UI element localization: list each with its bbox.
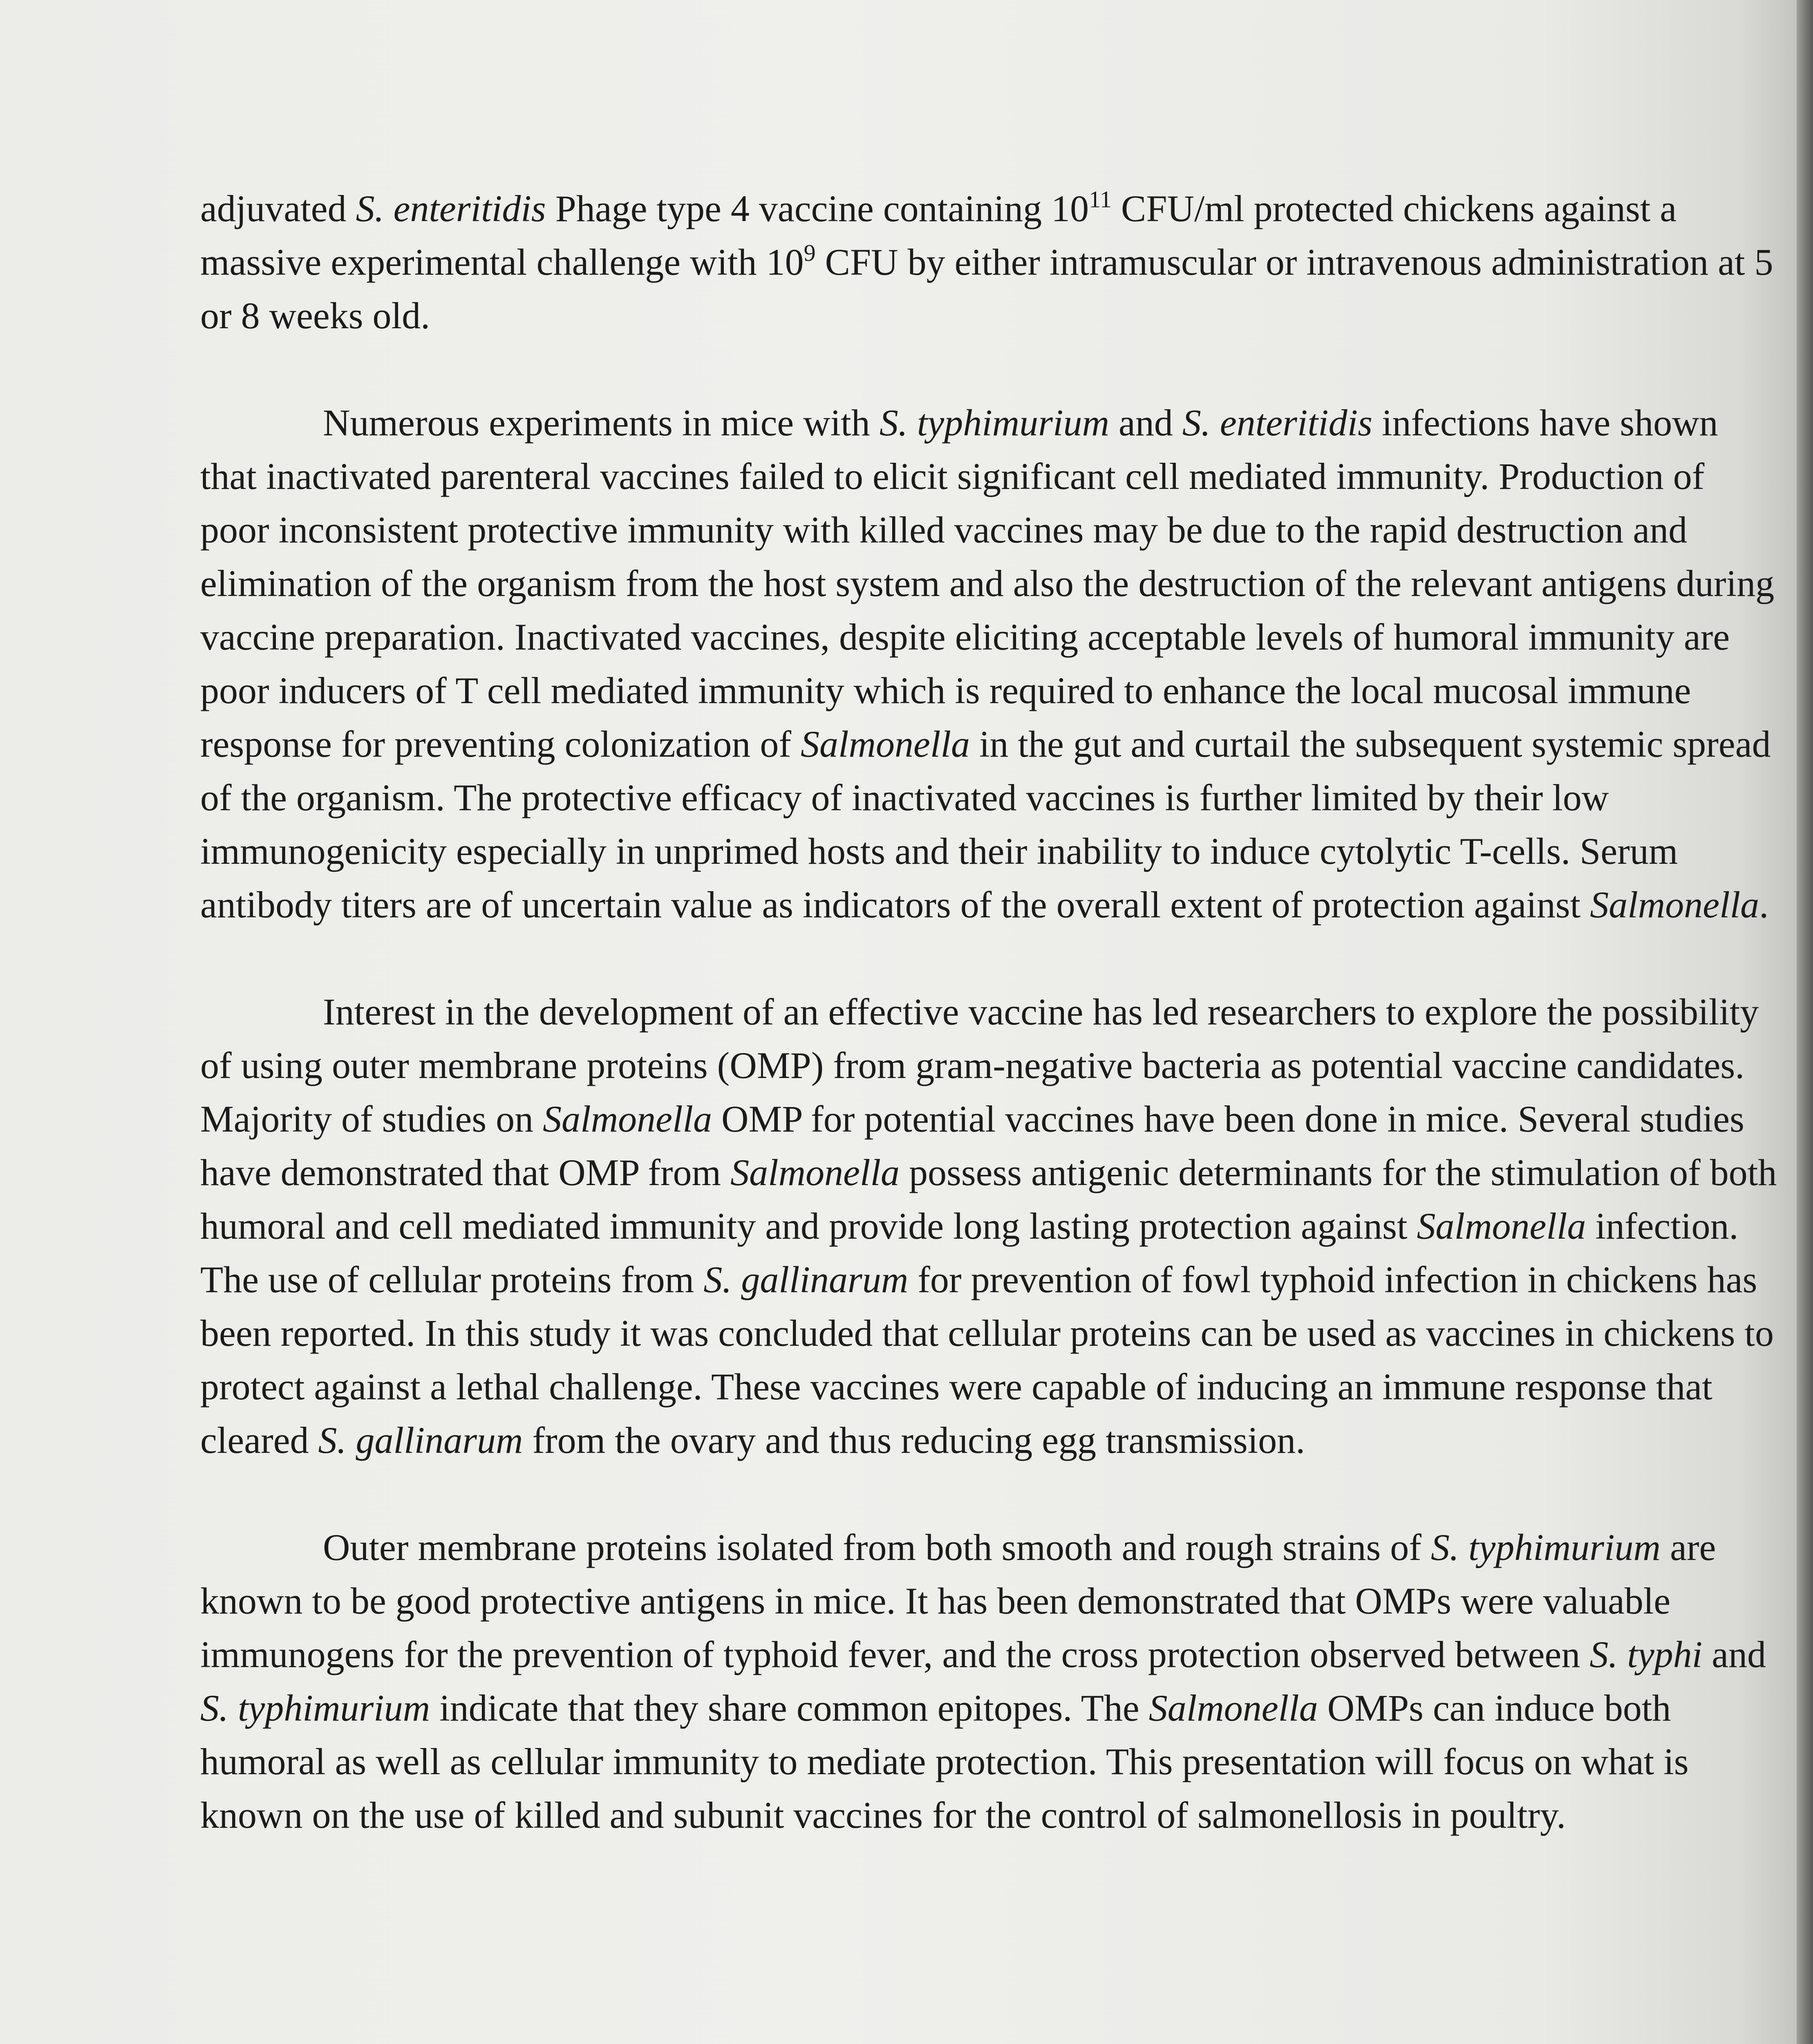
italic-term: S. gallinarum bbox=[703, 1259, 909, 1300]
text-run: and bbox=[1702, 1634, 1766, 1675]
text-run: OMP for potential vaccines have been done in mice. Several studies have demonstrated that OMP from bbox=[200, 1098, 1744, 1193]
italic-term: S. gallinarum bbox=[318, 1419, 523, 1461]
text-run: are known to be good protective antigens in mice. It has been demonstrated that OMPs were valuable immunogens for the prevention of typhoid fever, and the cross protection observed between bbox=[200, 1526, 1716, 1675]
paragraph bbox=[200, 396, 1778, 932]
text-run: for prevention of fowl typhoid infection in chickens has been reported. In this study it was concluded that cellular proteins can be used as vaccines in chickens to protect against a lethal challenge. These vaccines were capable of inducing an immune response that cleared bbox=[200, 1259, 1774, 1461]
italic-term: Salmonella bbox=[1590, 884, 1759, 926]
text-run: Outer membrane proteins isolated from both smooth and rough strains of bbox=[323, 1526, 1431, 1568]
paragraph bbox=[200, 182, 1778, 343]
page-edge-shadow bbox=[1797, 0, 1813, 2044]
text-run: and bbox=[1109, 402, 1182, 444]
text-run: Interest in the development of an effective vaccine has led researchers to explore the possibility of using outer membrane proteins (OMP) from gram-negative bacteria as potential vaccine candidates. Majority of studies on bbox=[200, 991, 1759, 1140]
italic-term: S. enteritidis bbox=[356, 188, 546, 229]
italic-term: S. typhi bbox=[1589, 1634, 1703, 1675]
text-run: Phage type 4 vaccine containing 10 bbox=[546, 188, 1089, 229]
text-run: OMPs can induce both humoral as well as cellular immunity to mediate protection. This presentation will focus on what is known on the use of killed and subunit vaccines for the control of salmonellosis in poultry. bbox=[200, 1687, 1689, 1836]
text-run: . bbox=[1759, 884, 1769, 926]
italic-term: S. enteritidis bbox=[1182, 402, 1372, 444]
text-run: CFU by either intramuscular or intravenous administration at 5 or 8 weeks old. bbox=[200, 241, 1773, 336]
text-run: infections have shown that inactivated parenteral vaccines failed to elicit significant cell mediated immunity. Production of poor inconsistent protective immunity with killed vaccines may be due to the rapid destruction and elimination of the organism from the host system and also the destruction of the relevant antigens during vaccine preparation. Inactivated vaccines, despite eliciting acceptable levels of humoral immunity are poor inducers of T cell mediated immunity which is required to enhance the local mucosal immune response for preventing colonization of bbox=[200, 402, 1775, 765]
italic-term: Salmonella bbox=[543, 1098, 712, 1140]
italic-term: S. typhimurium bbox=[1430, 1526, 1661, 1568]
paragraph bbox=[200, 985, 1778, 1467]
text-run: adjuvated bbox=[200, 188, 356, 229]
italic-term: S. typhimurium bbox=[879, 402, 1110, 444]
italic-term: Salmonella bbox=[801, 723, 970, 765]
italic-term: Salmonella bbox=[1148, 1687, 1318, 1729]
text-run: indicate that they share common epitopes. The bbox=[430, 1687, 1149, 1729]
superscript: 9 bbox=[804, 240, 816, 266]
paragraph bbox=[200, 1521, 1778, 1842]
text-run: possess antigenic determinants for the stimulation of both humoral and cell mediated immunity and provide long lasting protection against bbox=[200, 1152, 1777, 1247]
italic-term: Salmonella bbox=[730, 1152, 900, 1193]
body-text bbox=[200, 182, 1778, 1842]
superscript: 11 bbox=[1089, 186, 1112, 213]
italic-term: S. typhimurium bbox=[200, 1687, 430, 1729]
text-run: CFU/ml protected chickens against a massive experimental challenge with 10 bbox=[200, 188, 1677, 283]
text-run: Numerous experiments in mice with bbox=[323, 402, 880, 444]
italic-term: Salmonella bbox=[1417, 1205, 1586, 1247]
text-run: infection. The use of cellular proteins from bbox=[200, 1205, 1739, 1300]
text-run: from the ovary and thus reducing egg transmission. bbox=[523, 1419, 1305, 1461]
text-run: in the gut and curtail the subsequent systemic spread of the organism. The protective efficacy of inactivated vaccines is further limited by their low immunogenicity especially in unprimed hosts and their inability to induce cytolytic T-cells. Serum antibody titers are of uncertain value as indicators of the overall extent of protection against bbox=[200, 723, 1771, 926]
